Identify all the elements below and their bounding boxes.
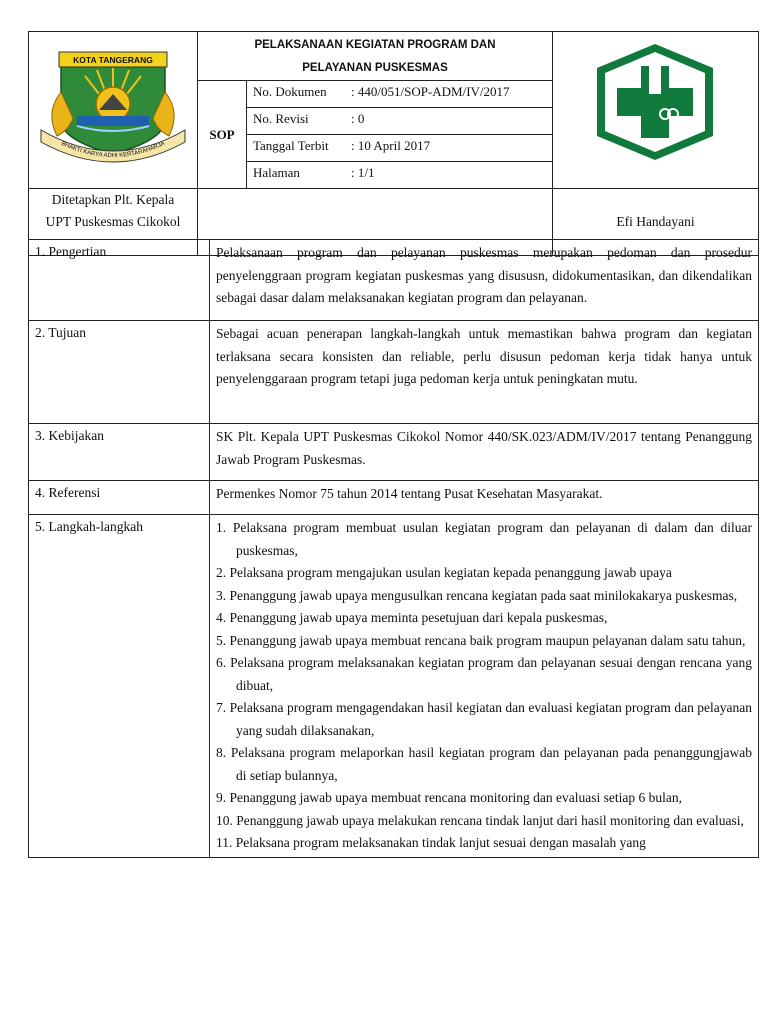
meta-row-dokumen	[247, 81, 553, 108]
section-label: 4. Referensi	[29, 481, 210, 515]
section-label: 3. Kebijakan	[29, 424, 210, 481]
logo-motto-text: BHAKTI KARYA ADHI KERTARAHARJA	[60, 140, 166, 160]
step-item: 2. Pelaksana program mengajukan usulan kegiatan kepada penanggung jawab upaya	[216, 565, 672, 580]
left-logo-cell	[29, 32, 198, 189]
step-item: 7. Pelaksana program mengagendakan hasil kegiatan dan evaluasi kegiatan program dan pelayanan yang sudah dilaksanakan,	[216, 700, 752, 738]
sign-left-line2: UPT Puskesmas Cikokol	[45, 214, 181, 229]
meta-value: : 0	[351, 111, 365, 126]
meta-row-tanggal	[247, 135, 553, 162]
section-label: 1. Pengertian	[29, 240, 210, 321]
steps-row	[29, 515, 759, 858]
meta-row-halaman	[247, 162, 553, 189]
step-item: 6. Pelaksana program melaksanakan kegiatan program dan pelayanan sesuai dengan rencana yang dibuat,	[216, 655, 752, 693]
step-item: 11. Pelaksana program melaksanakan tindak lanjut sesuai dengan masalah yang	[216, 835, 646, 850]
puskesmas-cross-logo-icon	[553, 32, 758, 172]
section-row	[29, 424, 759, 481]
steps-list	[216, 517, 752, 855]
section-text: Pelaksanaan program dan pelayanan puskesmas merupakan pedoman dan prosedur penyelenggraan program kegiatan puskesmas yang disususn, didokumentasikan, dan dikendalikan sebagai dasar dalam melaksanakan kegiatan program dan pelayanan.	[210, 240, 759, 321]
meta-row-revisi	[247, 108, 553, 135]
sop-header-table	[28, 31, 759, 256]
logo-banner-text: KOTA TANGERANG	[73, 55, 153, 65]
section-row	[29, 240, 759, 321]
kota-tangerang-emblem-icon	[29, 32, 197, 172]
sop-label: SOP	[198, 81, 247, 189]
meta-key: No. Revisi	[253, 111, 309, 126]
meta-key: Tanggal Terbit	[253, 138, 329, 153]
right-logo-cell	[553, 32, 759, 189]
step-item: 1. Pelaksana program membuat usulan kegiatan program dan pelayanan di dalam dan diluar puskesmas,	[216, 520, 752, 558]
sop-body-table	[28, 239, 759, 858]
section-row	[29, 321, 759, 424]
steps-label: 5. Langkah-langkah	[29, 515, 210, 858]
step-item: 10. Penanggung jawab upaya melakukan rencana tindak lanjut dari hasil monitoring dan evaluasi,	[216, 812, 744, 828]
step-item: 8. Pelaksana program melaporkan hasil kegiatan program dan pelayanan pada penanggungjawab di setiap bulannya,	[216, 745, 752, 783]
section-text: Permenkes Nomor 75 tahun 2014 tentang Pusat Kesehatan Masyarakat.	[210, 481, 759, 515]
meta-value: : 440/051/SOP-ADM/IV/2017	[351, 84, 510, 99]
step-item: 4. Penanggung jawab upaya meminta pesetujuan dari kepala puskesmas,	[216, 610, 608, 625]
sop-title	[198, 32, 553, 81]
section-row	[29, 481, 759, 515]
section-text: SK Plt. Kepala UPT Puskesmas Cikokol Nomor 440/SK.023/ADM/IV/2017 tentang Penanggung Jawab Program Puskesmas.	[210, 424, 759, 481]
meta-key: No. Dokumen	[253, 84, 327, 99]
section-label: 2. Tujuan	[29, 321, 210, 424]
sign-left-line1: Ditetapkan Plt. Kepala	[51, 192, 175, 207]
meta-value: : 1/1	[351, 165, 375, 180]
steps-cell	[210, 515, 759, 858]
meta-key: Halaman	[253, 165, 300, 180]
sign-right-name: Efi Handayani	[553, 189, 759, 256]
section-text: Sebagai acuan penerapan langkah-langkah untuk memastikan bahwa program dan kegiatan terlaksana secara konsisten dan reliable, perlu disusun pedoman kerja tidak hanya untuk penyelenggaraan program tetapi juga pedoman kerja untuk peningkatan mutu.	[210, 321, 759, 424]
step-item: 5. Penanggung jawab upaya membuat rencana baik program maupun pelayanan dalam satu tahun,	[216, 632, 746, 648]
meta-value: : 10 April 2017	[351, 138, 431, 153]
step-item: 3. Penanggung jawab upaya mengusulkan rencana kegiatan pada saat minilokakarya puskesmas,	[216, 587, 738, 603]
sop-title-line2: PELAYANAN PUSKESMAS	[302, 62, 448, 74]
step-item: 9. Penanggung jawab upaya membuat rencana monitoring dan evaluasi setiap 6 bulan,	[216, 790, 682, 805]
sop-title-line1: PELAKSANAAN KEGIATAN PROGRAM DAN	[254, 39, 496, 51]
